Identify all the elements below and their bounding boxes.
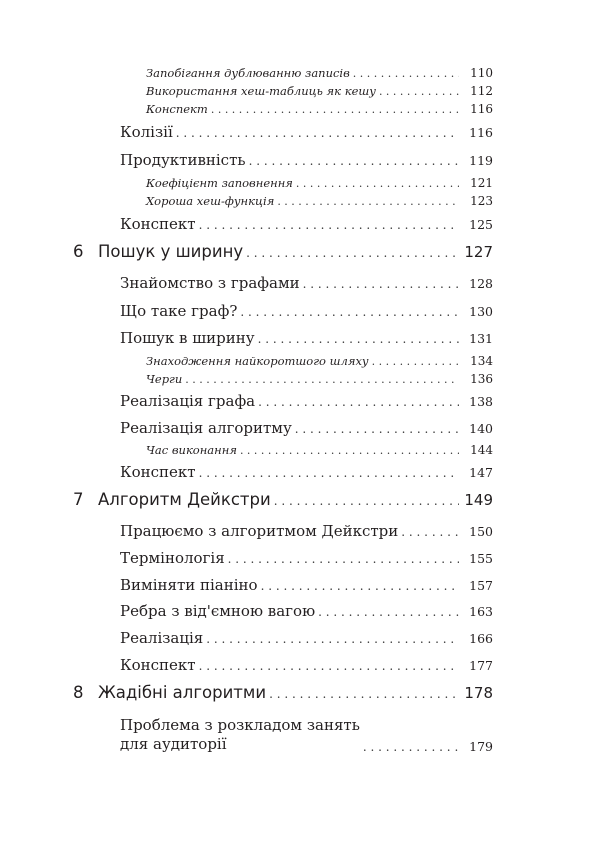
dot-leader — [228, 552, 459, 566]
dot-leader — [379, 85, 459, 98]
dot-leader — [206, 632, 459, 646]
toc-entry[interactable] — [120, 123, 493, 143]
toc-entry-title: Знайомство з графами — [120, 274, 300, 292]
chapter-title: Алгоритм Дейкстри — [98, 490, 271, 509]
chapter-number: 7 — [73, 490, 84, 509]
toc-entry-page: 138 — [469, 394, 493, 409]
toc-entry[interactable] — [120, 329, 493, 349]
dot-leader — [211, 103, 459, 116]
toc-entry-title: Працюємо з алгоритмом Дейкстри — [120, 522, 399, 540]
toc-entry[interactable] — [120, 302, 493, 322]
toc-entry-page: 179 — [469, 739, 493, 754]
toc-entry-page: 110 — [470, 66, 493, 80]
toc-entry-page: 119 — [469, 153, 493, 168]
dot-leader — [258, 332, 459, 346]
toc-entry-page: 140 — [469, 421, 493, 436]
dot-leader — [185, 373, 459, 386]
toc-entry[interactable] — [146, 84, 493, 100]
toc-entry-title: Реалізація графа — [120, 392, 256, 410]
toc-entry-title: Реалізація — [120, 629, 204, 647]
toc-entry-page: 134 — [470, 354, 493, 368]
toc-entry-title: Знаходження найкоротшого шляху — [146, 354, 369, 368]
toc-entry[interactable] — [146, 372, 493, 388]
toc-entry[interactable] — [146, 194, 493, 210]
chapter-page: 178 — [464, 684, 493, 702]
chapter-title: Жадібні алгоритми — [98, 683, 267, 702]
toc-entry-title: Конспект — [120, 463, 196, 481]
toc-entry-title: Хороша хеш-функція — [146, 194, 275, 208]
dot-leader — [372, 355, 459, 368]
chapter-title: Пошук у ширину — [98, 242, 244, 261]
dot-leader — [353, 67, 459, 80]
toc-entry[interactable] — [120, 602, 493, 622]
toc-entry-title: Ребра з від'ємною вагою — [120, 602, 316, 620]
toc-entry[interactable] — [146, 443, 493, 459]
toc-entry-page: 128 — [469, 276, 493, 291]
chapter-page: 127 — [464, 243, 493, 261]
toc-entry-title-line1: Проблема з розкладом занять — [120, 716, 360, 734]
dot-leader — [240, 444, 459, 457]
toc-entry-page: 147 — [469, 465, 493, 480]
toc-entry-page: 131 — [469, 331, 493, 346]
toc-entry[interactable] — [120, 629, 493, 649]
toc-entry-page: 166 — [469, 631, 493, 646]
dot-leader — [295, 422, 459, 436]
toc-entry-page: 116 — [470, 102, 493, 116]
dot-leader — [246, 246, 459, 260]
toc-chapter-6[interactable] — [73, 242, 493, 264]
toc-entry-page: 177 — [469, 658, 493, 673]
toc-entry-title: Час виконання — [146, 443, 237, 457]
toc-entry[interactable] — [120, 392, 493, 412]
toc-entry-title: Конспект — [120, 215, 196, 233]
toc-entry-page: 112 — [470, 84, 493, 98]
toc-entry-title — [120, 716, 360, 754]
toc-entry-page: 116 — [469, 125, 493, 140]
toc-entry[interactable] — [120, 522, 493, 542]
toc-chapter-8[interactable] — [73, 683, 493, 705]
toc-entry[interactable] — [146, 176, 493, 192]
dot-leader — [199, 659, 459, 673]
dot-leader — [261, 579, 459, 593]
toc-entry-title-line2: для аудиторії — [120, 735, 227, 753]
toc-entry-title: Запобігання дублюванню записів — [146, 66, 350, 80]
toc-entry-title: Коефіцієнт заповнення — [146, 176, 293, 190]
toc-entry[interactable] — [120, 419, 493, 439]
toc-entry-page: 155 — [469, 551, 493, 566]
toc-entry-page: 150 — [469, 524, 493, 539]
toc-entry-title: Використання хеш-таблиць як кешу — [146, 84, 376, 98]
dot-leader — [258, 395, 459, 409]
chapter-page: 149 — [464, 491, 493, 509]
toc-entry-title: Що таке граф? — [120, 302, 238, 320]
toc-entry[interactable] — [146, 102, 493, 118]
toc-entry-page: 136 — [470, 372, 493, 386]
toc-entry[interactable] — [146, 354, 493, 370]
chapter-number: 8 — [73, 683, 84, 702]
dot-leader — [296, 177, 459, 190]
toc-entry[interactable] — [120, 714, 493, 754]
toc-entry[interactable] — [120, 549, 493, 569]
chapter-number: 6 — [73, 242, 84, 261]
dot-leader — [401, 525, 459, 539]
toc-entry-title: Черги — [146, 372, 183, 386]
toc-entry-page: 157 — [469, 578, 493, 593]
toc-entry-title: Виміняти піаніно — [120, 576, 258, 594]
dot-leader — [277, 195, 459, 208]
dot-leader — [274, 494, 459, 508]
toc-entry-page: 144 — [470, 443, 493, 457]
toc-entry-page: 123 — [470, 194, 493, 208]
toc-entry-page: 163 — [469, 604, 493, 619]
toc-chapter-7[interactable] — [73, 490, 493, 512]
toc-entry-title: Реалізація алгоритму — [120, 419, 292, 437]
dot-leader — [176, 126, 459, 140]
toc-entry-page: 125 — [469, 217, 493, 232]
toc-entry-title: Продуктивність — [120, 151, 246, 169]
toc-entry[interactable] — [120, 656, 493, 676]
dot-leader — [199, 466, 459, 480]
dot-leader — [269, 687, 459, 701]
toc-entry[interactable] — [120, 463, 493, 483]
toc-entry-title: Конспект — [120, 656, 196, 674]
toc-entry[interactable] — [120, 151, 493, 171]
dot-leader — [363, 740, 459, 754]
toc-entry[interactable] — [120, 274, 493, 294]
dot-leader — [249, 154, 459, 168]
toc-entry-title: Термінологія — [120, 549, 225, 567]
toc-entry-title: Колізії — [120, 123, 173, 141]
dot-leader — [318, 605, 459, 619]
dot-leader — [240, 305, 459, 319]
toc-entry-title: Конспект — [146, 102, 208, 116]
toc-entry-page: 121 — [470, 176, 493, 190]
toc-entry-page: 130 — [469, 304, 493, 319]
toc-entry[interactable] — [146, 66, 493, 82]
dot-leader — [199, 218, 459, 232]
toc-entry[interactable] — [120, 576, 493, 596]
toc-entry-title: Пошук в ширину — [120, 329, 255, 347]
toc-entry[interactable] — [120, 215, 493, 235]
dot-leader — [303, 277, 459, 291]
